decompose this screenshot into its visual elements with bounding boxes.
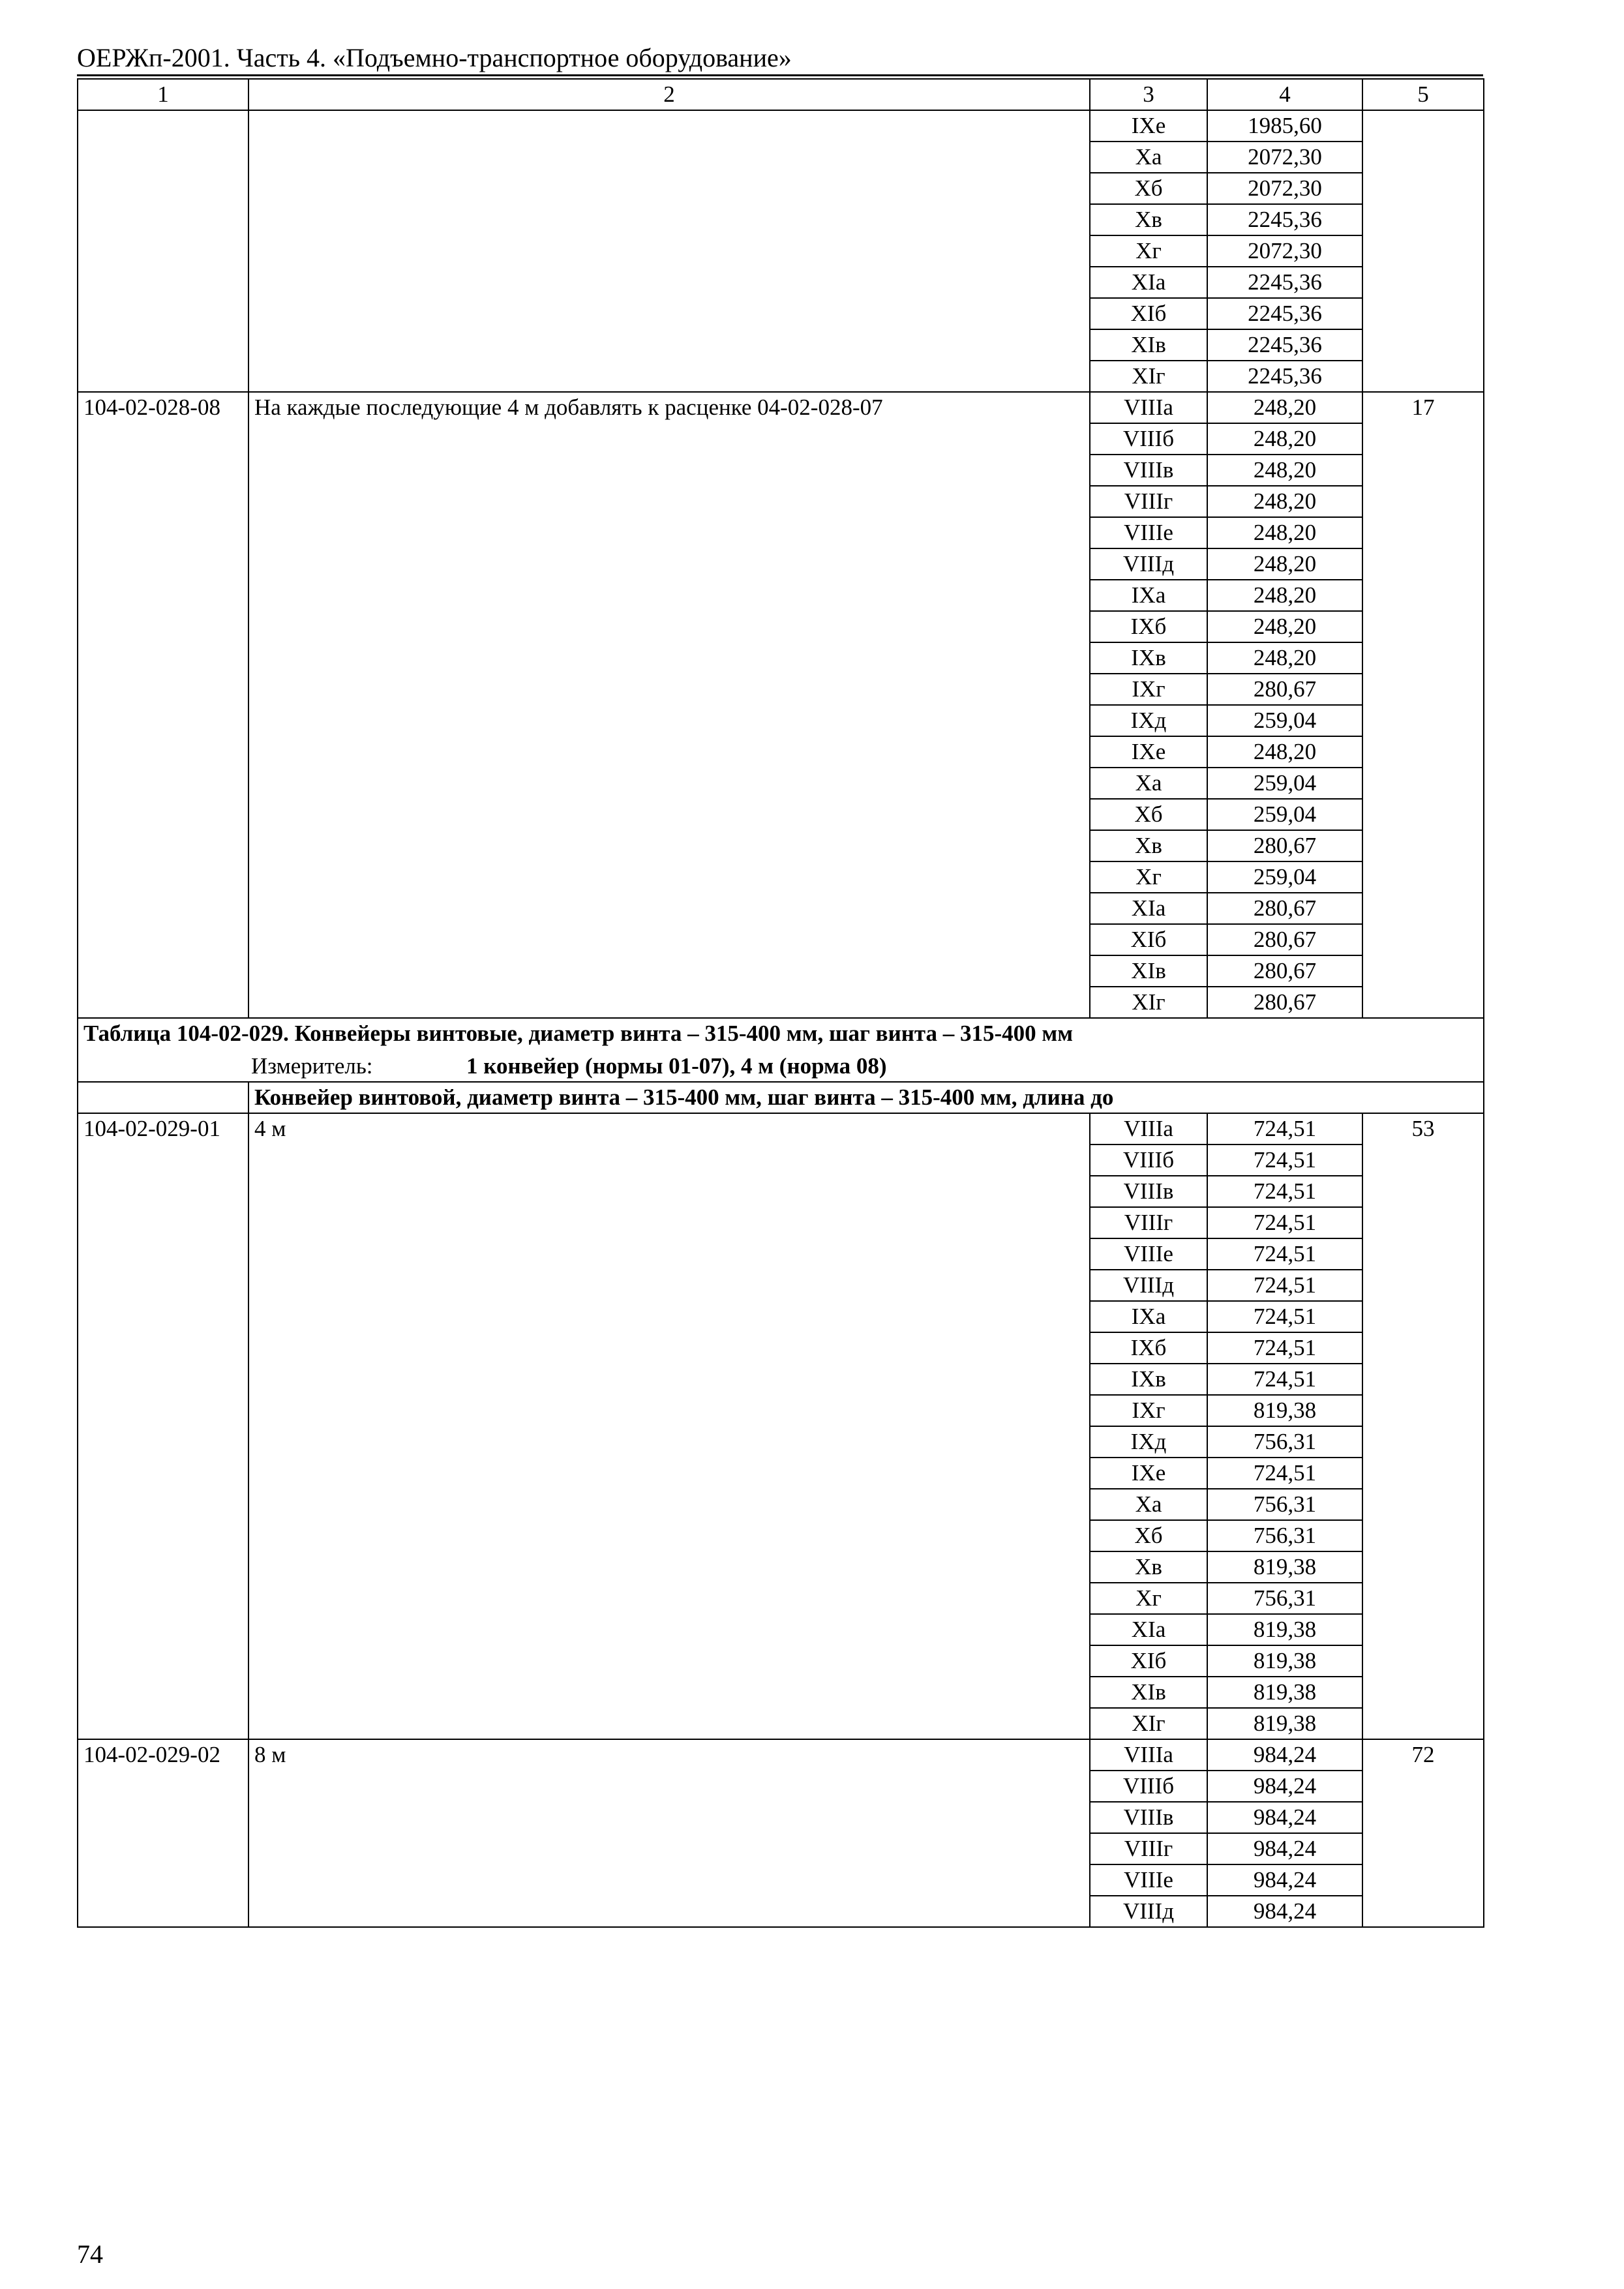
meter-label: Измеритель: [251, 1053, 373, 1079]
zone-cell: IXд [1090, 1426, 1207, 1458]
zone-cell: IXе [1090, 1458, 1207, 1489]
zone-cell: XIв [1090, 955, 1207, 987]
zone-cell: Xб [1090, 1520, 1207, 1551]
zone-cell: VIIIб [1090, 1771, 1207, 1802]
zone-cell: IXг [1090, 1395, 1207, 1426]
zone-cell: XIб [1090, 298, 1207, 329]
subheading: Конвейер винтовой, диаметр винта – 315-400 мм, шаг винта – 315-400 мм, длина до [248, 1082, 1484, 1113]
table-row [78, 1113, 1484, 1144]
price-cell: 756,31 [1207, 1426, 1362, 1458]
rate-code: 104-02-029-02 [78, 1739, 248, 1927]
rate-name: 4 м [248, 1113, 1090, 1739]
zone-cell: VIIIв [1090, 1802, 1207, 1833]
zone-cell: Xб [1090, 173, 1207, 204]
zone-cell: XIг [1090, 361, 1207, 392]
price-cell: 248,20 [1207, 548, 1362, 580]
zone-cell: VIIIе [1090, 1864, 1207, 1896]
price-cell: 984,24 [1207, 1739, 1362, 1771]
zone-cell: IXв [1090, 1364, 1207, 1395]
zone-cell: VIIIа [1090, 1113, 1207, 1144]
price-cell: 724,51 [1207, 1364, 1362, 1395]
zone-cell: IXд [1090, 705, 1207, 736]
price-cell: 248,20 [1207, 486, 1362, 517]
price-cell: 756,31 [1207, 1583, 1362, 1614]
column-number: 1 [78, 79, 248, 110]
price-cell: 724,51 [1207, 1270, 1362, 1301]
price-cell: 280,67 [1207, 924, 1362, 955]
empty-cell [78, 1082, 248, 1113]
meter-value: 1 конвейер (нормы 01-07), 4 м (норма 08) [466, 1053, 887, 1079]
price-cell: 724,51 [1207, 1301, 1362, 1332]
price-cell: 984,24 [1207, 1864, 1362, 1896]
price-cell: 248,20 [1207, 517, 1362, 548]
col5-cell: 72 [1362, 1739, 1484, 1927]
column-number: 5 [1362, 79, 1484, 110]
zone-cell: Xг [1090, 861, 1207, 893]
zone-cell: VIIIа [1090, 1739, 1207, 1771]
price-cell: 2245,36 [1207, 204, 1362, 235]
price-cell: 2072,30 [1207, 173, 1362, 204]
zone-cell: Xа [1090, 1489, 1207, 1520]
zone-cell: Xа [1090, 142, 1207, 173]
rates-table [77, 78, 1484, 1928]
zone-cell: Xб [1090, 799, 1207, 830]
column-number: 3 [1090, 79, 1207, 110]
price-cell: 248,20 [1207, 392, 1362, 423]
column-number: 2 [248, 79, 1090, 110]
price-cell: 819,38 [1207, 1677, 1362, 1708]
zone-cell: XIв [1090, 329, 1207, 361]
table-row [78, 1739, 1484, 1771]
price-cell: 819,38 [1207, 1395, 1362, 1426]
price-cell: 724,51 [1207, 1332, 1362, 1364]
price-cell: 819,38 [1207, 1614, 1362, 1645]
price-cell: 2245,36 [1207, 267, 1362, 298]
col5-cell: 17 [1362, 392, 1484, 1018]
price-cell: 756,31 [1207, 1520, 1362, 1551]
price-cell: 819,38 [1207, 1645, 1362, 1677]
zone-cell: IXб [1090, 611, 1207, 642]
zone-cell: XIв [1090, 1677, 1207, 1708]
zone-cell: XIа [1090, 893, 1207, 924]
price-cell: 724,51 [1207, 1176, 1362, 1207]
zone-cell: VIIIв [1090, 455, 1207, 486]
price-cell: 724,51 [1207, 1144, 1362, 1176]
table-title: Таблица 104-02-029. Конвейеры винтовые, диаметр винта – 315-400 мм, шаг винта – 315-400 мм [83, 1021, 1074, 1046]
zone-cell: VIIIд [1090, 548, 1207, 580]
page-number: 74 [77, 2239, 103, 2269]
zone-cell: XIа [1090, 1614, 1207, 1645]
price-cell: 1985,60 [1207, 110, 1362, 142]
price-cell: 724,51 [1207, 1207, 1362, 1238]
zone-cell: VIIIд [1090, 1270, 1207, 1301]
meter-row [83, 1051, 1478, 1081]
zone-cell: IXг [1090, 674, 1207, 705]
rate-code: 104-02-028-08 [78, 392, 248, 1018]
price-cell: 724,51 [1207, 1458, 1362, 1489]
zone-cell: XIг [1090, 987, 1207, 1018]
zone-cell: VIIIв [1090, 1176, 1207, 1207]
price-cell: 2245,36 [1207, 361, 1362, 392]
rates-table-body [78, 79, 1484, 1927]
zone-cell: VIIIг [1090, 486, 1207, 517]
zone-cell: VIIIг [1090, 1833, 1207, 1864]
price-cell: 280,67 [1207, 830, 1362, 861]
table-row [78, 110, 1484, 142]
zone-cell: VIIIе [1090, 517, 1207, 548]
rate-name: 8 м [248, 1739, 1090, 1927]
zone-cell: Xа [1090, 768, 1207, 799]
price-cell: 248,20 [1207, 642, 1362, 674]
zone-cell: VIIIг [1090, 1207, 1207, 1238]
zone-cell: XIб [1090, 924, 1207, 955]
price-cell: 984,24 [1207, 1771, 1362, 1802]
price-cell: 248,20 [1207, 736, 1362, 768]
price-cell: 2245,36 [1207, 329, 1362, 361]
price-cell: 2072,30 [1207, 142, 1362, 173]
zone-cell: VIIIб [1090, 1144, 1207, 1176]
price-cell: 756,31 [1207, 1489, 1362, 1520]
table-title-row [78, 1018, 1484, 1082]
zone-cell: Xв [1090, 204, 1207, 235]
zone-cell: IXа [1090, 1301, 1207, 1332]
price-cell: 984,24 [1207, 1802, 1362, 1833]
price-cell: 819,38 [1207, 1551, 1362, 1583]
price-cell: 259,04 [1207, 799, 1362, 830]
rate-name [248, 110, 1090, 392]
rate-name: На каждые последующие 4 м добавлять к расценке 04-02-028-07 [248, 392, 1090, 1018]
zone-cell: XIб [1090, 1645, 1207, 1677]
subheading-row [78, 1082, 1484, 1113]
price-cell: 819,38 [1207, 1708, 1362, 1739]
zone-cell: IXе [1090, 110, 1207, 142]
price-cell: 984,24 [1207, 1833, 1362, 1864]
zone-cell: IXе [1090, 736, 1207, 768]
zone-cell: XIг [1090, 1708, 1207, 1739]
price-cell: 280,67 [1207, 987, 1362, 1018]
zone-cell: IXв [1090, 642, 1207, 674]
zone-cell: IXб [1090, 1332, 1207, 1364]
zone-cell: Xг [1090, 235, 1207, 267]
zone-cell: Xв [1090, 830, 1207, 861]
price-cell: 259,04 [1207, 705, 1362, 736]
zone-cell: IXа [1090, 580, 1207, 611]
page-header: ОЕРЖп-2001. Часть 4. «Подъемно-транспортное оборудование» [77, 43, 792, 72]
col5-cell [1362, 110, 1484, 392]
rate-code: 104-02-029-01 [78, 1113, 248, 1739]
price-cell: 248,20 [1207, 423, 1362, 455]
zone-cell: Xв [1090, 1551, 1207, 1583]
col5-cell: 53 [1362, 1113, 1484, 1739]
price-cell: 2245,36 [1207, 298, 1362, 329]
header-rule [77, 74, 1483, 76]
table-row [78, 392, 1484, 423]
price-cell: 248,20 [1207, 455, 1362, 486]
zone-cell: XIа [1090, 267, 1207, 298]
price-cell: 280,67 [1207, 893, 1362, 924]
zone-cell: VIIIе [1090, 1238, 1207, 1270]
price-cell: 724,51 [1207, 1113, 1362, 1144]
zone-cell: VIIIд [1090, 1896, 1207, 1927]
price-cell: 259,04 [1207, 861, 1362, 893]
column-number-row [78, 79, 1484, 110]
column-number: 4 [1207, 79, 1362, 110]
rate-code [78, 110, 248, 392]
zone-cell: VIIIа [1090, 392, 1207, 423]
zone-cell: VIIIб [1090, 423, 1207, 455]
price-cell: 259,04 [1207, 768, 1362, 799]
price-cell: 248,20 [1207, 611, 1362, 642]
price-cell: 280,67 [1207, 674, 1362, 705]
price-cell: 2072,30 [1207, 235, 1362, 267]
price-cell: 280,67 [1207, 955, 1362, 987]
price-cell: 248,20 [1207, 580, 1362, 611]
price-cell: 984,24 [1207, 1896, 1362, 1927]
table-title-cell [78, 1018, 1484, 1082]
price-cell: 724,51 [1207, 1238, 1362, 1270]
zone-cell: Xг [1090, 1583, 1207, 1614]
